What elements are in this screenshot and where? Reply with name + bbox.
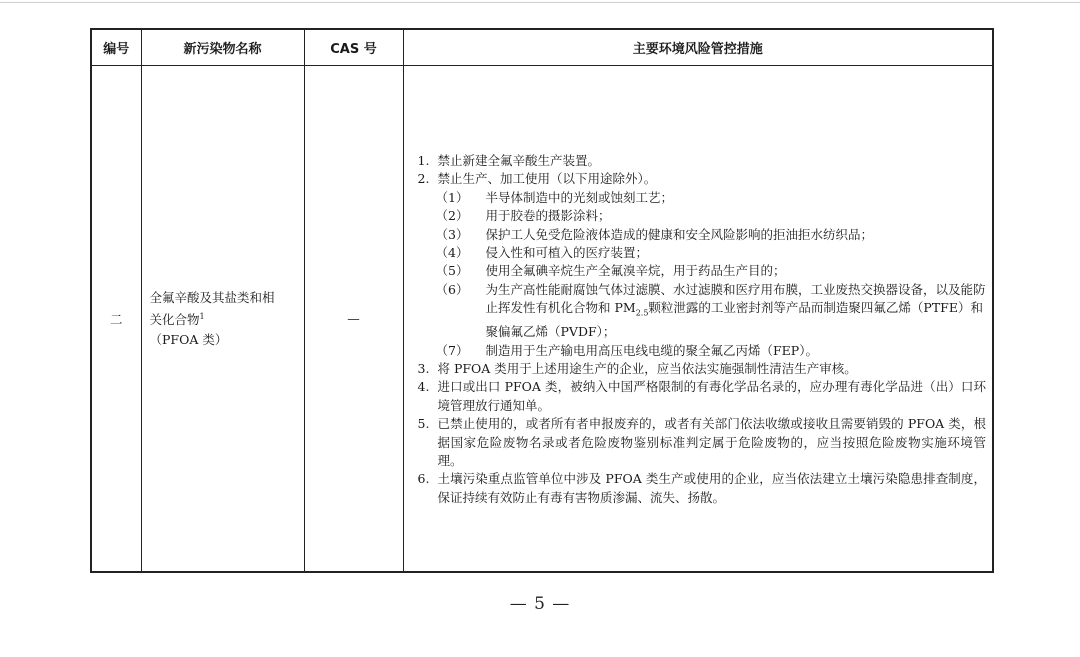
sub-item-text: 半导体制造中的光刻或蚀刻工艺；: [485, 189, 674, 205]
sub-item-text-part-a: 为生产高性能耐腐蚀气体过滤膜、水过滤膜和医疗用布膜，工业废热交换器设备，以及能防止挥发性有机化合物和 PM: [485, 281, 986, 316]
sub-item-number: （3）: [435, 226, 469, 242]
measures-cell: [403, 66, 993, 573]
pollutant-name-line1: 全氟辛酸及其盐类和相: [149, 290, 275, 306]
header-pollutant-name: 新污染物名称: [141, 29, 304, 66]
pollutant-name: [141, 66, 304, 573]
table-header-row: [91, 29, 993, 66]
measure-number: 2.: [417, 171, 430, 187]
footnote-marker[interactable]: 1: [199, 312, 205, 322]
sub-item-number: （1）: [435, 189, 469, 205]
measure-item-5: [418, 415, 987, 470]
measure-number: 3.: [417, 360, 430, 376]
sub-item-number: （2）: [435, 208, 469, 224]
sub-item-text: 用于胶卷的摄影涂料；: [485, 208, 611, 224]
measure-text: 土壤污染重点监管单位中涉及 PFOA 类生产或使用的企业，应当依法建立土壤污染隐患排查制度，保证持续有效防止有毒有害物质渗漏、流失、扬散。: [437, 471, 986, 505]
pm-subscript: 2.5: [635, 308, 649, 318]
header-measures: 主要环境风险管控措施: [403, 29, 993, 66]
top-rule: [0, 2, 1080, 3]
sub-item-2: [418, 207, 987, 225]
sub-item-6: [418, 281, 987, 342]
cas-number: —: [304, 66, 403, 573]
measure-number: 5.: [417, 416, 430, 432]
page-number: — 5 —: [509, 594, 571, 614]
measure-text: 已禁止使用的，或者所有者申报废弃的，或者有关部门依法收缴或接收且需要销毁的 PFOA 类，根据国家危险废物名录或者危险废物鉴别标准判定属于危险废物的，应当按照危险废物实施环境管理。: [437, 416, 986, 468]
table-row: [91, 66, 993, 573]
row-number: 二: [91, 66, 141, 573]
measure-number: 4.: [417, 379, 430, 395]
measure-number: 1.: [417, 153, 430, 168]
sub-item-text-part-b: 颗粒泄露的工业密封剂等产品而制造聚四氟乙烯（PTFE）和聚偏氟乙烯（PVDF）；: [485, 300, 983, 340]
sub-item-text: 侵入性和可植入的医疗装置；: [485, 245, 649, 261]
header-number: 编号: [91, 29, 141, 66]
sub-item-text: 保护工人免受危险液体造成的健康和安全风险影响的拒油拒水纺织品；: [485, 226, 874, 242]
measure-text: 进口或出口 PFOA 类，被纳入中国严格限制的有毒化学品名录的，应办理有毒化学品进（出）口环境管理放行通知单。: [437, 379, 986, 413]
sub-item-number: （6）: [435, 281, 469, 297]
sub-item-text: 制造用于生产输电用高压电线电缆的聚全氟乙丙烯（FEP）。: [485, 342, 818, 358]
pollutant-name-line2-text: 关化合物: [149, 312, 200, 328]
sub-item-text: [486, 281, 987, 342]
measure-text: 将 PFOA 类用于上述用途生产的企业，应当依法实施强制性清洁生产审核。: [437, 360, 857, 376]
risk-control-table: [90, 28, 994, 573]
sub-item-7: [418, 342, 987, 360]
measure-number: 6.: [417, 471, 430, 487]
sub-item-text: 使用全氟碘辛烷生产全氟溴辛烷，用于药品生产目的；: [485, 263, 786, 279]
sub-item-number: （5）: [435, 263, 469, 279]
sub-item-4: [418, 244, 987, 262]
measure-text: 禁止生产、加工使用（以下用途除外）。: [437, 171, 657, 187]
measure-item-4: [418, 378, 987, 415]
sub-item-3: [418, 226, 987, 244]
sub-item-number: （7）: [435, 342, 469, 358]
measure-item-2: [418, 170, 987, 188]
measure-item-6: [418, 470, 987, 507]
pollutant-name-line3: （PFOA 类）: [149, 331, 228, 347]
measure-text: 禁止新建全氟辛酸生产装置。: [437, 153, 601, 168]
sub-item-number: （4）: [435, 245, 469, 261]
sub-item-1: [418, 189, 987, 207]
sub-item-5: [418, 262, 987, 280]
measure-item-1: [418, 152, 987, 170]
measure-item-3: [418, 360, 987, 378]
pollutant-name-line2: [150, 307, 296, 329]
header-cas-number: CAS 号: [304, 29, 403, 66]
